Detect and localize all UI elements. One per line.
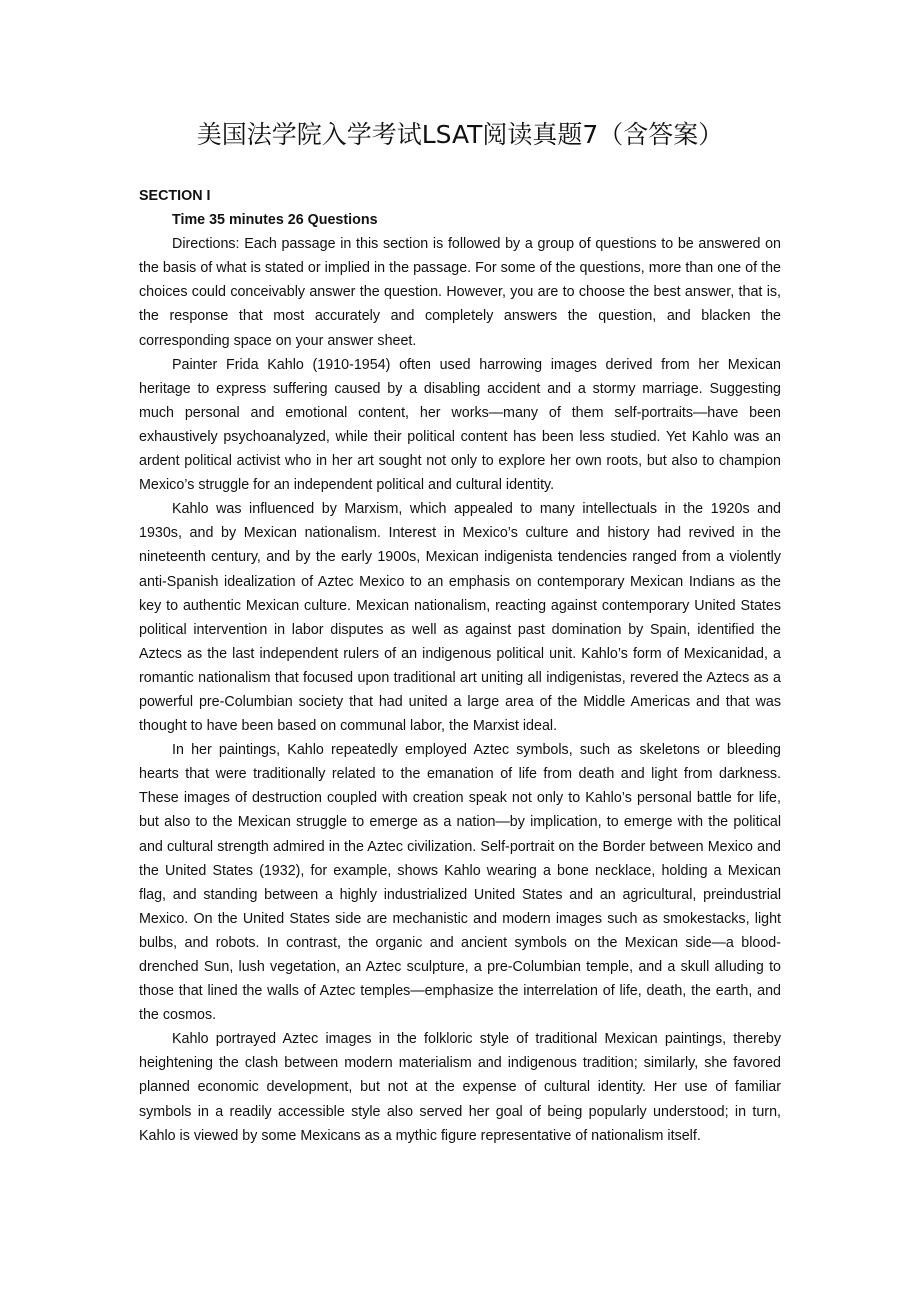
- time-and-questions-line: Time 35 minutes 26 Questions: [172, 212, 378, 229]
- document-body: [139, 184, 781, 1148]
- document-title: 美国法学院入学考试LSAT阅读真题7（含答案）: [196, 120, 724, 149]
- passage-paragraph-1: Painter Frida Kahlo (1910-1954) often used harrowing images derived from her Mexican heritage to express suffering caused by a disabling accident and a stormy marriage. Suggesting much personal and emotional content, her works—many of them self-portraits—have been exhaustively psychoanalyzed, while their political content has been less studied. Yet Kahlo was an ardent political activist who in her art sought not only to explore her own roots, but also to champion Mexico’s struggle for an independent political and cultural identity.: [139, 356, 781, 494]
- section-heading: SECTION I: [139, 188, 211, 204]
- passage-paragraph-4: Kahlo portrayed Aztec images in the folkloric style of traditional Mexican paintings, thereby heightening the clash between modern materialism and indigenous tradition; similarly, she favored planned economic development, but not at the expense of cultural identity. Her use of familiar symbols in a readily accessible style also served her goal of being popularly understood; in turn, Kahlo is viewed by some Mexicans as a mythic figure representative of nationalism itself.: [139, 1031, 781, 1144]
- passage-paragraph-2: Kahlo was influenced by Marxism, which appealed to many intellectuals in the 1920s and 1930s, and by Mexican nationalism. Interest in Mexico’s culture and history had revived in the nineteenth century, and by the early 1900s, Mexican indigenista tendencies ranged from a violently anti-Spanish idealization of Aztec Mexico to an emphasis on contemporary Mexican Indians as the key to authentic Mexican culture. Mexican nationalism, reacting against contemporary United States political intervention in labor disputes as well as against past domination by Spain, identified the Aztecs as the last independent rulers of an indigenous political unit. Kahlo’s form of Mexicanidad, a romantic nationalism that focused upon traditional art uniting all indigenistas, revered the Aztecs as a powerful pre-Columbian society that had united a large area of the Middle Americas and that was thought to have been based on communal labor, the Marxist ideal.: [139, 501, 781, 735]
- passage-paragraph-3: In her paintings, Kahlo repeatedly employed Aztec symbols, such as skeletons or bleeding hearts that were traditionally related to the emanation of life from death and light from darkness. These images of destruction coupled with creation speak not only to Kahlo’s personal battle for life, but also to the Mexican struggle to emerge as a nation—by implication, to emerge with the political and cultural strength admired in the Aztec civilization. Self-portrait on the Border between Mexico and the United States (1932), for example, shows Kahlo wearing a bone necklace, holding a Mexican flag, and standing between a highly industrialized United States and an agricultural, preindustrial Mexico. On the United States side are mechanistic and modern images such as smokestacks, light bulbs, and robots. In contrast, the organic and ancient symbols on the Mexican side—a blood-drenched Sun, lush vegetation, an Aztec sculpture, a pre-Columbian temple, and a skull alluding to those that lined the walls of Aztec temples—emphasize the interrelation of life, death, the earth, and the cosmos.: [139, 742, 781, 1024]
- directions-paragraph: Directions: Each passage in this section is followed by a group of questions to be answered on the basis of what is stated or implied in the passage. For some of the questions, more than one of the choices could conceivably answer the question. However, you are to choose the best answer, that is, the response that most accurately and completely answers the question, and blacken the corresponding space on your answer sheet.: [139, 236, 781, 349]
